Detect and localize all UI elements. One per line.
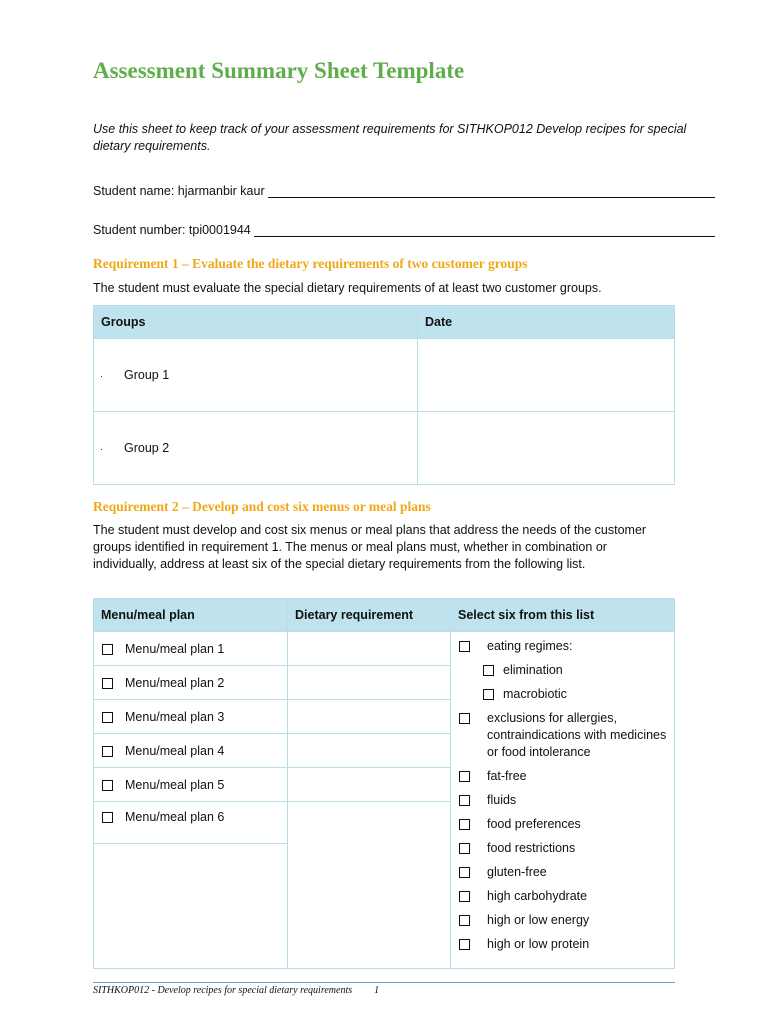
- menu-cell: [94, 632, 288, 666]
- date-cell[interactable]: [418, 412, 675, 485]
- page-title: Assessment Summary Sheet Template: [93, 58, 465, 83]
- intro-text: Use this sheet to keep track of your assessment requirements for SITHKOP012 Develop recipes for special dietary requirements.: [93, 122, 687, 153]
- menu-cell: [94, 802, 288, 844]
- menu-cell: [94, 734, 288, 768]
- date-header: Date: [418, 306, 675, 339]
- list-item: [459, 936, 674, 953]
- checkbox[interactable]: [459, 939, 470, 950]
- table-row: [94, 632, 675, 666]
- student-name-label: Student name: hjarmanbir kaur: [93, 184, 265, 198]
- list-item: [459, 686, 674, 703]
- requirement-2-heading: Requirement 2 – Develop and cost six menus or meal plans: [93, 499, 431, 514]
- checkbox[interactable]: [483, 689, 494, 700]
- list-label: food restrictions: [487, 841, 576, 855]
- bullet: ·: [100, 444, 103, 454]
- student-number-field[interactable]: [93, 223, 715, 237]
- list-label: fat-free: [487, 769, 527, 783]
- list-label: high or low protein: [487, 937, 590, 951]
- list-label: high carbohydrate: [487, 889, 588, 903]
- table-row: [94, 412, 675, 485]
- menu-cell: [94, 666, 288, 700]
- list-label: high or low energy: [487, 913, 590, 927]
- diet-cell[interactable]: [288, 666, 451, 700]
- diet-cell[interactable]: [288, 632, 451, 666]
- menu-label: Menu/meal plan 2: [125, 675, 225, 690]
- list-label: eating regimes:: [487, 639, 573, 653]
- list-item: [459, 912, 674, 929]
- checkbox[interactable]: [102, 678, 113, 689]
- menu-table: [93, 598, 675, 969]
- student-name-line: [268, 187, 715, 198]
- checkbox[interactable]: [459, 843, 470, 854]
- select-header: Select six from this list: [451, 599, 675, 632]
- menu-label: Menu/meal plan 1: [125, 641, 225, 656]
- list-item: [459, 662, 674, 679]
- menu-cell: [94, 768, 288, 802]
- list-item: [459, 816, 674, 833]
- page-number: 1: [374, 985, 380, 996]
- bullet: ·: [100, 371, 103, 381]
- list-item: [459, 840, 674, 857]
- footer-text: SITHKOP012 - Develop recipes for special dietary requirements: [93, 985, 353, 996]
- checkbox[interactable]: [102, 644, 113, 655]
- groups-table: [93, 305, 675, 485]
- menu-label: Menu/meal plan 3: [125, 709, 225, 724]
- menu-label: Menu/meal plan 4: [125, 743, 225, 758]
- menu-label: Menu/meal plan 5: [125, 777, 225, 792]
- page-footer: [93, 982, 675, 996]
- list-item: [459, 864, 674, 881]
- empty-cell: [94, 844, 288, 969]
- list-label: food preferences: [487, 817, 581, 831]
- date-cell[interactable]: [418, 339, 675, 412]
- list-label: gluten-free: [487, 865, 547, 879]
- list-label: elimination: [503, 663, 563, 677]
- checkbox[interactable]: [459, 771, 470, 782]
- dietary-list: [451, 632, 675, 969]
- list-item: [459, 710, 674, 761]
- group-label: Group 2: [124, 441, 170, 455]
- menu-header: Menu/meal plan: [94, 599, 288, 632]
- group-cell: [94, 339, 418, 412]
- checkbox[interactable]: [102, 712, 113, 723]
- requirement-1-text: The student must evaluate the special dietary requirements of at least two customer groups.: [93, 281, 602, 295]
- checkbox[interactable]: [459, 641, 470, 652]
- diet-header: Dietary requirement: [288, 599, 451, 632]
- diet-cell[interactable]: [288, 734, 451, 768]
- checkbox[interactable]: [459, 713, 470, 724]
- student-number-line: [254, 226, 715, 237]
- checkbox[interactable]: [459, 819, 470, 830]
- checkbox[interactable]: [102, 812, 113, 823]
- checkbox[interactable]: [102, 746, 113, 757]
- menu-cell: [94, 700, 288, 734]
- group-label: Group 1: [124, 368, 170, 382]
- group-cell: [94, 412, 418, 485]
- checkbox[interactable]: [102, 780, 113, 791]
- student-name-field[interactable]: [93, 184, 715, 198]
- requirement-1-heading: Requirement 1 – Evaluate the dietary requirements of two customer groups: [93, 256, 528, 271]
- checkbox[interactable]: [483, 665, 494, 676]
- requirement-2-text: The student must develop and cost six menus or meal plans that address the needs of the customer groups identified in requirement 1. The menus or meal plans must, whether in combination or individually, address at least six of the special dietary requirements from the following list.: [93, 523, 647, 571]
- list-label: exclusions for allergies, contraindications with medicines or food intolerance: [487, 711, 667, 759]
- list-item: [459, 888, 674, 905]
- diet-cell[interactable]: [288, 802, 451, 969]
- diet-cell[interactable]: [288, 700, 451, 734]
- checkbox[interactable]: [459, 867, 470, 878]
- student-number-label: Student number: tpi0001944: [93, 223, 251, 237]
- checkbox[interactable]: [459, 795, 470, 806]
- diet-cell[interactable]: [288, 768, 451, 802]
- list-label: fluids: [487, 793, 517, 807]
- table-row: [94, 339, 675, 412]
- groups-header: Groups: [94, 306, 418, 339]
- list-item: [459, 638, 674, 655]
- checkbox[interactable]: [459, 891, 470, 902]
- list-item: [459, 792, 674, 809]
- list-item: [459, 768, 674, 785]
- list-label: macrobiotic: [503, 687, 567, 701]
- menu-label: Menu/meal plan 6: [125, 810, 225, 824]
- checkbox[interactable]: [459, 915, 470, 926]
